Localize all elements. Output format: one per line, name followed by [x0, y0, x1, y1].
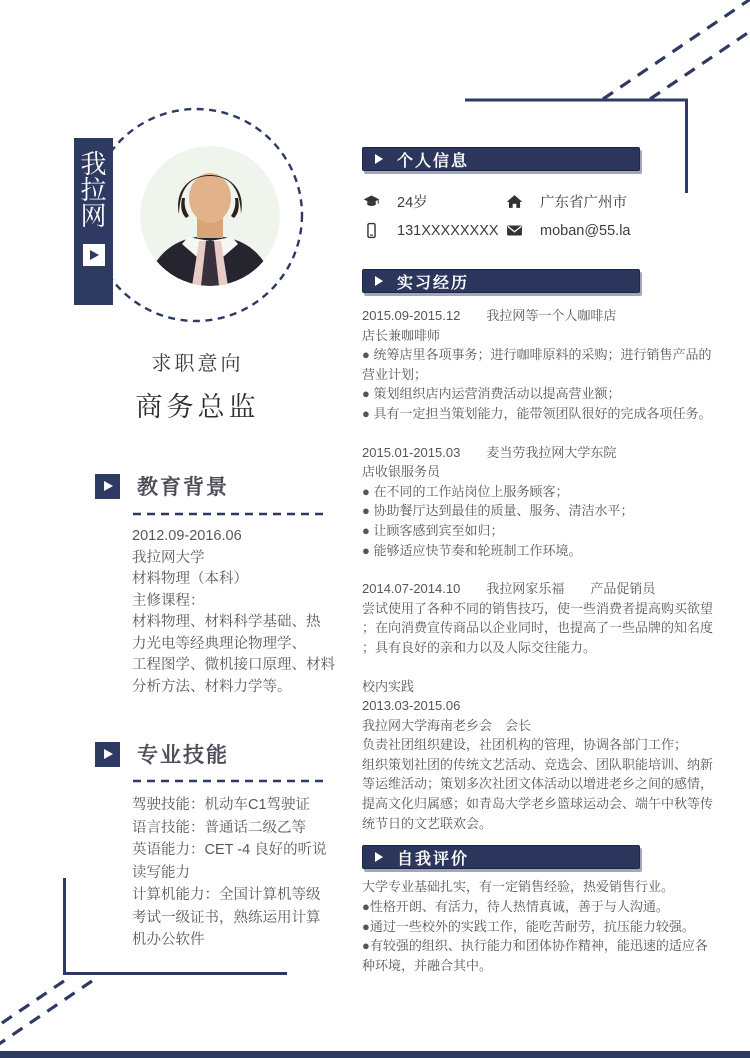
- text-line: 我拉网大学海南老乡会 会长: [362, 717, 532, 733]
- text-line: 力光电等经典理论物理学、: [132, 635, 306, 652]
- text-line: ● 策划组织店内运营消费活动以提高营业额；: [362, 386, 621, 402]
- objective-label: 求职意向: [151, 353, 244, 375]
- profile-photo: [140, 146, 280, 286]
- text-line: ；在向消费宣传商品以企业同时，也提高了一些品牌的知名度: [362, 620, 714, 636]
- text-line: 机办公软件: [132, 932, 205, 948]
- personal-info-item: [506, 191, 655, 212]
- play-icon: [375, 852, 383, 862]
- text-line: 2013.03-2015.06: [362, 698, 461, 714]
- text-line: 提高文化归属感；如青岛大学老乡篮球运动会、端午中秋等传: [362, 796, 714, 812]
- play-icon: [90, 250, 99, 260]
- personal-info-value: 131XXXXXXXX: [397, 222, 499, 239]
- personal-info-item: [506, 222, 655, 239]
- top-right-dashed-diagonal-1: [603, 0, 750, 99]
- text-line: ● 协助餐厅达到最佳的质量、服务、清洁水平；: [362, 503, 634, 519]
- text-line: 材料物理、材料科学基础、热: [132, 614, 321, 630]
- text-line: 工程图学、微机接口原理、材料: [132, 657, 335, 673]
- text-line: ● 具有一定担当策划能力，能带领团队很好的完成各项任务。: [362, 405, 712, 421]
- experience-block: [362, 677, 713, 834]
- text-line: 英语能力：CET -4 良好的听说: [132, 842, 327, 858]
- text-line: 材料物理（本科）: [132, 571, 248, 587]
- brand-character: 我: [80, 149, 107, 179]
- brand-character: 拉: [80, 175, 107, 205]
- text-line: 大学专业基础扎实，有一定销售经验，热爱销售行业。: [362, 879, 675, 894]
- experience-header-bar: [362, 269, 640, 293]
- footer-accent-bar: [0, 1051, 750, 1058]
- personal-info-grid: [363, 191, 655, 239]
- personal-info-value: moban@55.la: [540, 222, 631, 239]
- text-line: 店收银服务员: [362, 464, 441, 480]
- text-line: ●有较强的组织、执行能力和团体协作精神，能迅速的适应各: [362, 938, 708, 954]
- top-right-dashed-diagonal-2: [650, 30, 750, 99]
- experience-block: [362, 443, 713, 561]
- skills-section-header: [95, 739, 229, 769]
- text-line: 分析方法、材料力学等。: [132, 678, 292, 695]
- education-content: [132, 526, 335, 698]
- personal-info-item: [363, 191, 506, 212]
- brand-character: 网: [80, 201, 107, 231]
- text-line: ● 能够适应快节奏和轮班制工作环境。: [362, 542, 582, 558]
- play-square-icon: [95, 742, 120, 767]
- play-icon: [104, 481, 113, 491]
- experience-block: [362, 306, 713, 424]
- education-title: 教育背景: [137, 476, 229, 499]
- phone-icon: [363, 222, 380, 239]
- text-line: 种环境，并融合其中。: [362, 958, 493, 974]
- graduation-cap-icon: [363, 193, 380, 210]
- text-line: 我拉网大学: [132, 549, 205, 566]
- text-line: 主修课程：: [132, 592, 205, 609]
- text-line: 营业计划；: [362, 366, 428, 382]
- text-line: 2012.09-2016.06: [132, 528, 242, 544]
- text-line: 语言技能：普通话二级乙等: [132, 819, 306, 836]
- text-line: 驾驶技能：机动车C1驾驶证: [132, 797, 311, 813]
- text-line: 2014.07-2014.10 我拉网家乐福 产品促销员: [362, 581, 656, 597]
- text-line: 店长兼咖啡师: [362, 327, 441, 343]
- text-line: ●性格开朗、有活力，待人热情真诚，善于与人沟通。: [362, 898, 669, 914]
- play-icon: [375, 276, 383, 286]
- text-line: 2015.01-2015.03 麦当劳我拉网大学东院: [362, 444, 617, 460]
- evaluation-title: 自我评价: [397, 850, 470, 868]
- experience-content: [362, 306, 713, 833]
- personal-info-value: 24岁: [397, 195, 428, 211]
- play-square-icon: [95, 474, 120, 499]
- personal-info-value: 广东省广州市: [540, 195, 627, 211]
- brand-vertical-text: [80, 151, 106, 229]
- text-line: 尝试使用了各种不同的销售技巧，使一些消费者提高购买欲望: [362, 600, 714, 616]
- text-line: 校内实践: [362, 678, 415, 694]
- text-line: ；具有良好的亲和力以及人际交往能力。: [362, 639, 597, 655]
- objective-value: 商务总监: [135, 392, 260, 422]
- personal-info-item: [363, 222, 506, 239]
- text-line: ● 统筹店里各项事务；进行咖啡原料的采购；进行销售产品的: [362, 347, 712, 363]
- personal-info-header-bar: [362, 147, 640, 171]
- text-line: 考试一级证书，熟练运用计算: [132, 909, 321, 926]
- play-icon: [104, 749, 113, 759]
- bottom-left-dashed-diagonal-2: [0, 981, 92, 1046]
- text-line: 2015.09-2015.12 我拉网等一个人咖啡店: [362, 308, 617, 323]
- skills-title: 专业技能: [137, 744, 229, 767]
- text-line: 计算机能力：全国计算机等级: [132, 887, 321, 903]
- experience-block: [362, 579, 713, 657]
- text-line: ●通过一些校外的实践工作，能吃苦耐劳，抗压能力较强。: [362, 918, 695, 934]
- text-line: 组织策划社团的传统文艺活动、竞选会、团队职能培训、纳新: [362, 756, 714, 772]
- text-line: ● 在不同的工作站岗位上服务顾客；: [362, 483, 569, 499]
- mail-icon: [506, 222, 523, 239]
- brand-play-badge: [83, 244, 105, 266]
- play-icon: [375, 154, 383, 164]
- evaluation-content: [362, 877, 708, 976]
- evaluation-header-bar: [362, 845, 640, 869]
- profile-photo-illustration: [140, 146, 280, 286]
- brand-banner: [74, 138, 113, 305]
- text-line: ● 让顾客感到宾至如归；: [362, 522, 504, 538]
- text-line: 统节日的文艺联欢会。: [362, 815, 493, 831]
- skills-content: [132, 794, 327, 952]
- personal-info-title: 个人信息: [397, 152, 470, 170]
- experience-title: 实习经历: [397, 274, 470, 292]
- text-line: 等运维活动；策划多次社团文体活动以增进老乡之间的感情，: [362, 776, 714, 792]
- home-icon: [506, 193, 523, 210]
- job-objective: [40, 347, 355, 424]
- text-line: 读写能力: [132, 864, 190, 881]
- text-line: 负责社团组织建设，社团机构的管理，协调各部门工作；: [362, 737, 688, 753]
- education-section-header: [95, 471, 229, 501]
